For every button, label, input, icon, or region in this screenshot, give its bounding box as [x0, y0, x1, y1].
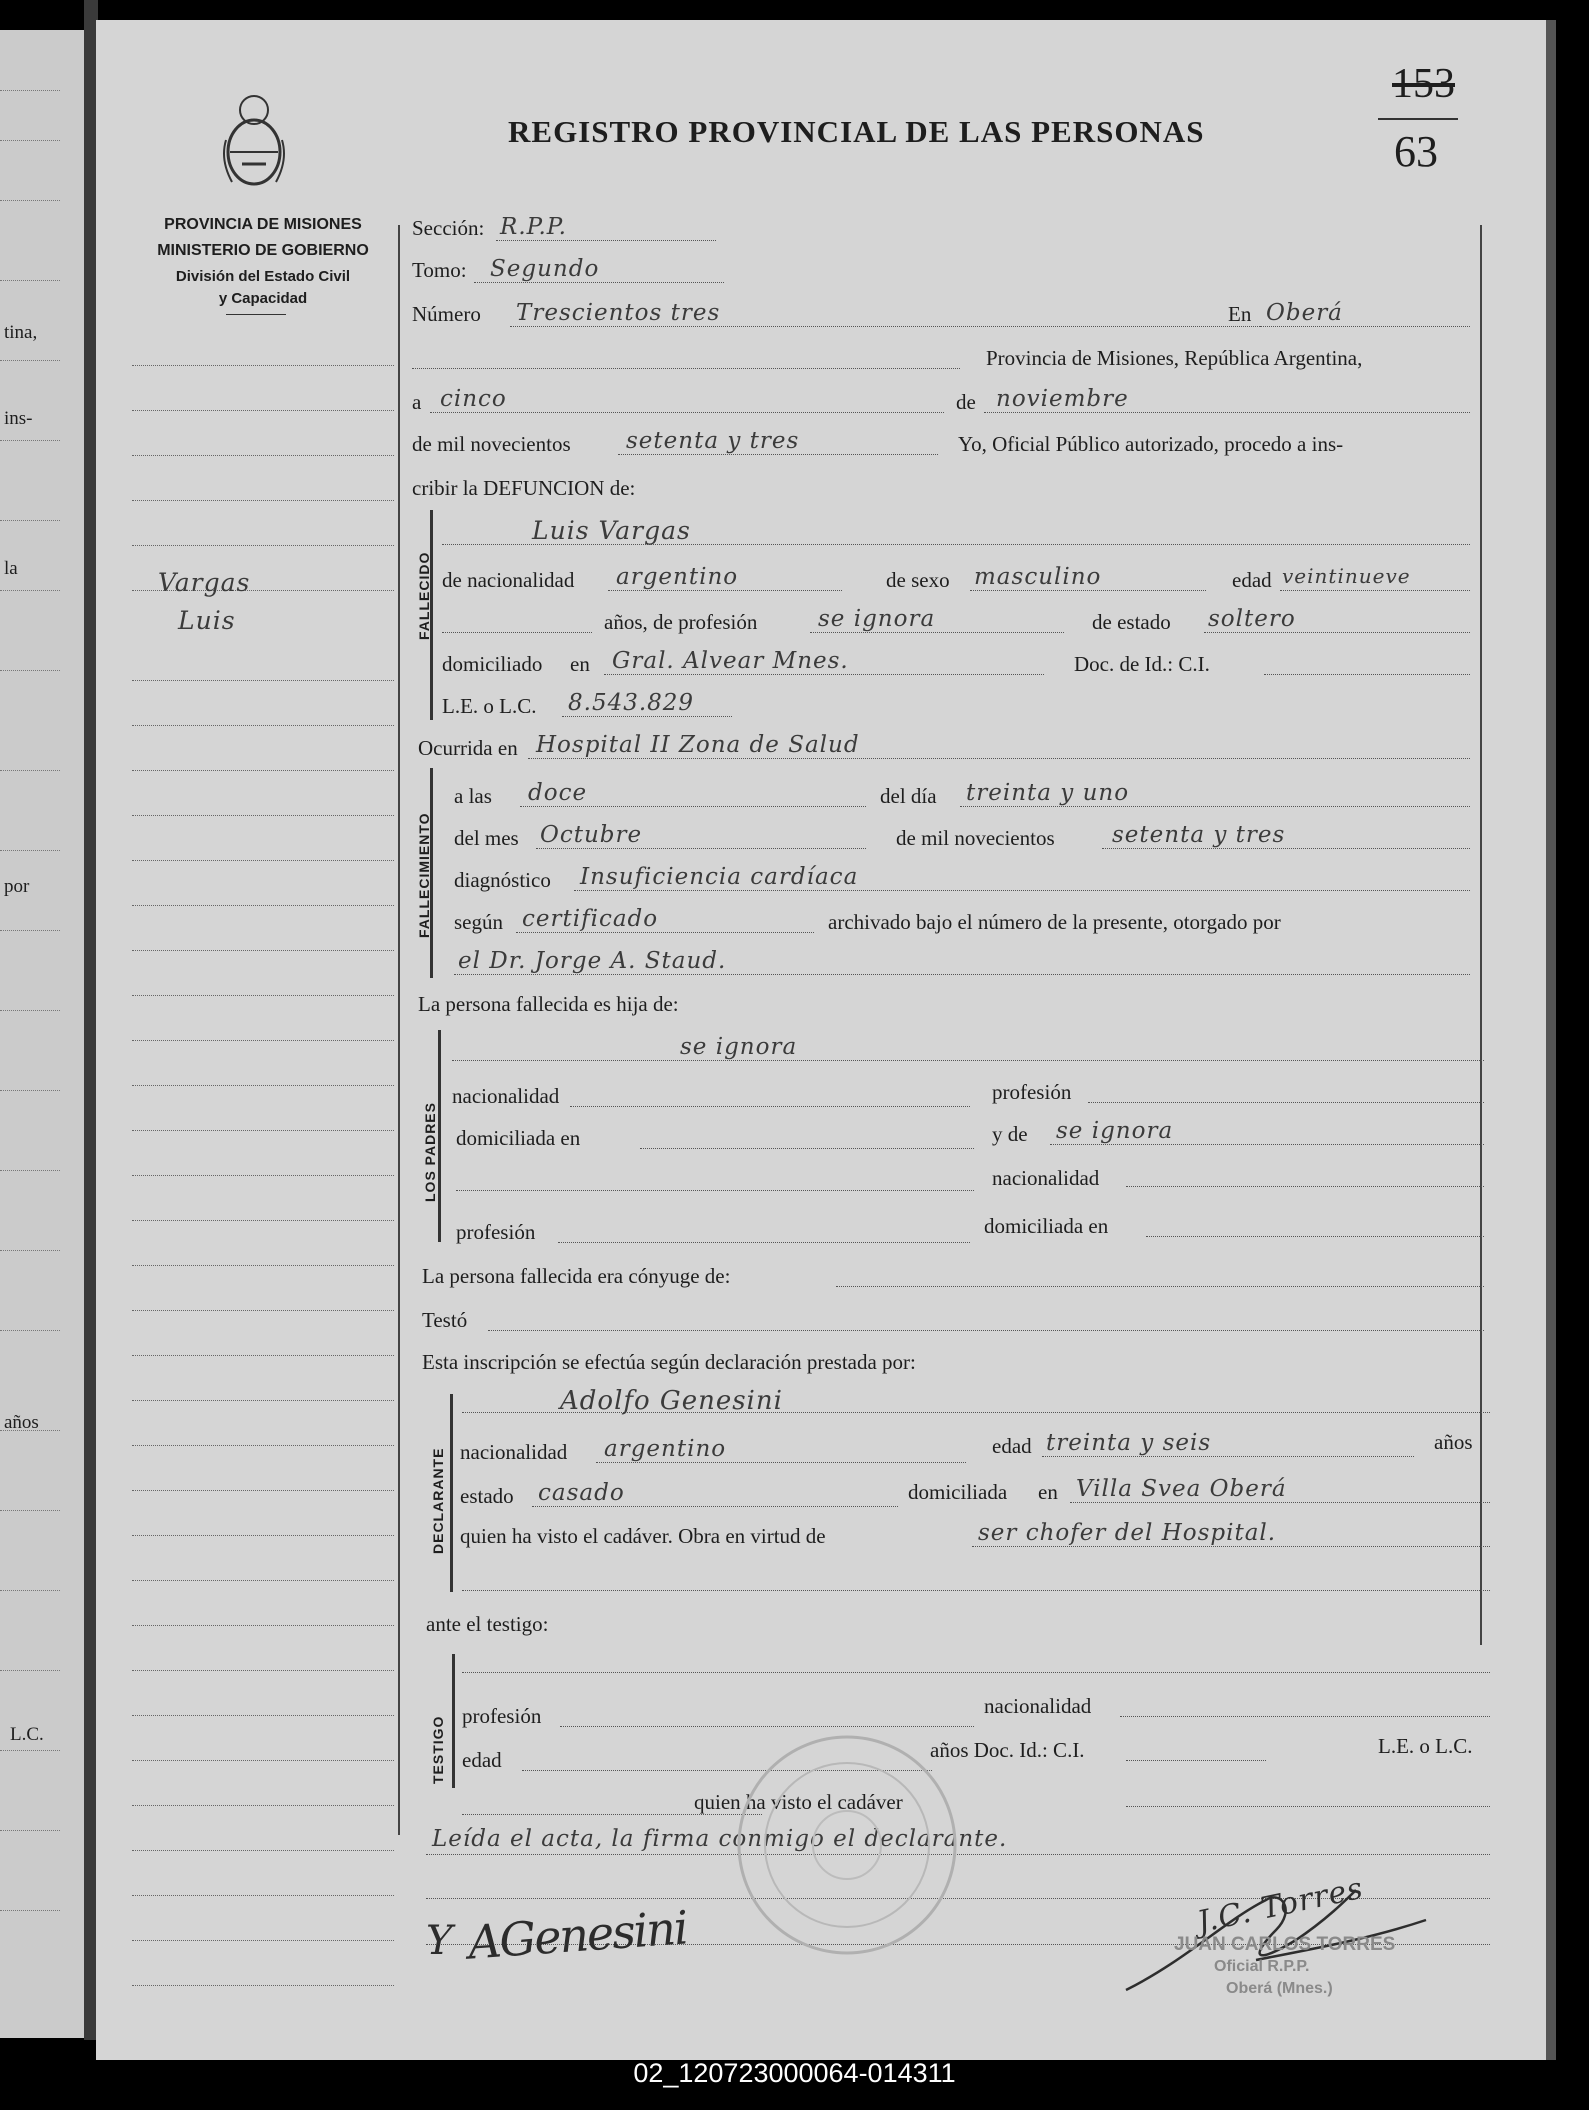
stamp-place: Oberá (Mnes.)	[1226, 1980, 1333, 1997]
a-label: a	[412, 390, 422, 414]
stamp-name: JUAN CARLOS TORRES	[1174, 1934, 1396, 1955]
edad-label: edad	[1232, 568, 1272, 592]
tomo-label: Tomo:	[412, 258, 467, 282]
anio-label: de mil novecientos	[412, 432, 571, 456]
declarante-visto-text: quien ha visto el cadáver. Obra en virtud de	[460, 1524, 826, 1548]
province-heading: PROVINCIA DE MISIONES	[164, 216, 362, 233]
official-signature: J.C. Torres	[1194, 1870, 1367, 1941]
diagnostico-label: diagnóstico	[454, 868, 551, 892]
coat-of-arms-icon	[218, 90, 290, 190]
nacionalidad-value: argentino	[616, 564, 739, 590]
left-fragment-text: la	[4, 558, 18, 579]
hora-label: a las	[454, 784, 492, 808]
sexo-label: de sexo	[886, 568, 950, 592]
hora-value: doce	[528, 780, 588, 806]
left-fragment-text: ins-	[4, 408, 33, 429]
declarante-virtud-value: ser chofer del Hospital.	[978, 1520, 1277, 1546]
testigo-le-label: L.E. o L.C.	[1378, 1734, 1473, 1758]
declarante-estado-label: estado	[460, 1484, 514, 1508]
segun-value: certificado	[522, 906, 659, 932]
numero-label: Número	[412, 302, 481, 326]
ocurrida-value: Hospital II Zona de Salud	[536, 732, 860, 758]
mes-label: del mes	[454, 826, 519, 850]
anio-fallecimiento-value: setenta y tres	[1112, 822, 1286, 848]
estado-value: soltero	[1208, 606, 1296, 632]
dia-value: cinco	[440, 386, 507, 412]
estado-label: de estado	[1092, 610, 1171, 634]
dia-fallecimiento-value: treinta y uno	[966, 780, 1130, 806]
anio-fallecimiento-label: de mil novecientos	[896, 826, 1055, 850]
diagnostico-value: Insuficiencia cardíaca	[580, 864, 859, 890]
anio-value: setenta y tres	[626, 428, 800, 454]
mes-fallecimiento-value: Octubre	[540, 822, 643, 848]
oficial-text: Yo, Oficial Público autorizado, procedo a ins-	[958, 432, 1344, 456]
provincia-text: Provincia de Misiones, República Argentina,	[986, 346, 1363, 370]
domicilio-label: domiciliado	[442, 652, 543, 676]
left-fragment-text: años	[4, 1412, 39, 1433]
declarante-section-label: DECLARANTE	[430, 1447, 446, 1554]
declarante-domicilio-value: Villa Svea Oberá	[1076, 1476, 1287, 1502]
left-fragment-text: por	[4, 876, 30, 897]
left-fragment-text: tina,	[4, 322, 38, 343]
en-label: En	[1228, 302, 1252, 326]
old-page-number: 153	[1392, 61, 1455, 107]
scan-id-footer: 02_120723000064-014311	[633, 2058, 956, 2088]
archivado-text: archivado bajo el número de la presente, otorgado por	[828, 910, 1281, 934]
dia-label: del día	[880, 784, 937, 808]
seccion-value: R.P.P.	[500, 214, 567, 240]
madre-value: se ignora	[680, 1034, 798, 1060]
nacionalidad-label: de nacionalidad	[442, 568, 575, 592]
inscribir-text: cribir la DEFUNCION de:	[412, 476, 636, 500]
testigo-nacionalidad-label: nacionalidad	[984, 1694, 1092, 1718]
doc-label: Doc. de Id.: C.I.	[1074, 652, 1210, 676]
fallecimiento-section-label: FALLECIMIENTO	[416, 812, 432, 938]
hija-text: La persona fallecida es hija de:	[418, 992, 679, 1016]
padre-value: se ignora	[1056, 1118, 1174, 1144]
official-seal-icon	[732, 1730, 962, 1960]
declarante-estado-value: casado	[538, 1480, 625, 1506]
declarante-nombre: Adolfo Genesini	[560, 1386, 783, 1416]
segun-label: según	[454, 910, 503, 934]
register-page	[96, 20, 1556, 2060]
domicilio-value: Gral. Alvear Mnes.	[612, 648, 849, 674]
division-heading: División del Estado Civil	[175, 268, 351, 285]
padres-section-label: LOS PADRES	[422, 1102, 438, 1202]
declarante-edad-value: treinta y seis	[1046, 1430, 1212, 1456]
padres-nacionalidad-label: nacionalidad	[452, 1084, 560, 1108]
left-page-fragment	[0, 30, 86, 2038]
closing-text: Leída el acta, la firma conmigo el declarante.	[432, 1826, 1008, 1852]
padres-profesion2-label: profesión	[456, 1220, 536, 1244]
testigo-section-label: TESTIGO	[430, 1715, 446, 1784]
testigo-doc-label: años Doc. Id.: C.I.	[930, 1738, 1085, 1762]
edad-value: veintinueve	[1282, 564, 1411, 588]
mes-value: noviembre	[996, 386, 1129, 412]
declarante-domicilio-en-label: en	[1038, 1480, 1058, 1504]
declarante-edad-label: edad	[992, 1434, 1032, 1458]
y-de-label: y de	[992, 1122, 1028, 1146]
page-number: 63	[1394, 127, 1438, 176]
en-value: Oberá	[1266, 300, 1343, 326]
ministry-heading: MINISTERIO DE GOBIERNO	[157, 242, 369, 259]
numero-value: Trescientos tres	[516, 300, 721, 326]
testigo-visto-text: quien ha visto el cadáver	[694, 1790, 903, 1814]
padres-domiciliada-label: domiciliada en	[456, 1126, 581, 1150]
ocurrida-label: Ocurrida en	[418, 736, 518, 760]
testigo-profesion-label: profesión	[462, 1704, 542, 1728]
conyuge-text: La persona fallecida era cónyuge de:	[422, 1264, 731, 1288]
left-fragment-text: L.C.	[10, 1724, 44, 1745]
testo-label: Testó	[422, 1308, 468, 1332]
declarante-nacionalidad-label: nacionalidad	[460, 1440, 568, 1464]
anios-label: años, de profesión	[604, 610, 758, 634]
fallecido-section-label: FALLECIDO	[416, 551, 432, 640]
de-label: de	[956, 390, 976, 414]
testigo-intro: ante el testigo:	[426, 1612, 549, 1636]
stamp-title: Oficial R.P.P.	[1214, 1958, 1310, 1975]
fallecido-nombre: Luis Vargas	[532, 516, 691, 545]
margin-surname: Vargas	[158, 568, 251, 597]
domicilio-en-label: en	[570, 652, 590, 676]
declarante-nacionalidad-value: argentino	[604, 1436, 727, 1462]
padres-domiciliada2-label: domiciliada en	[984, 1214, 1109, 1238]
padres-profesion-label: profesión	[992, 1080, 1072, 1104]
margin-name: Luis	[178, 606, 236, 635]
page-title: REGISTRO PROVINCIAL DE LAS PERSONAS	[508, 114, 1205, 149]
declarante-signature: AGenesini	[466, 1900, 689, 1970]
seccion-label: Sección:	[412, 216, 485, 240]
sexo-value: masculino	[974, 564, 1102, 590]
profesion-value: se ignora	[818, 606, 936, 632]
declarante-domicilio-label: domiciliada	[908, 1480, 1008, 1504]
le-value: 8.543.829	[568, 690, 695, 716]
declarante-mark: Y	[426, 1918, 454, 1964]
le-label: L.E. o L.C.	[442, 694, 537, 718]
medico-value: el Dr. Jorge A. Staud.	[458, 948, 727, 974]
tomo-value: Segundo	[490, 256, 600, 282]
inscripcion-text: Esta inscripción se efectúa según declaración prestada por:	[422, 1350, 916, 1374]
padres-nacionalidad2-label: nacionalidad	[992, 1166, 1100, 1190]
declarante-anios-label: años	[1434, 1430, 1473, 1454]
testigo-edad-label: edad	[462, 1748, 502, 1772]
division-heading-2: y Capacidad	[218, 290, 308, 307]
